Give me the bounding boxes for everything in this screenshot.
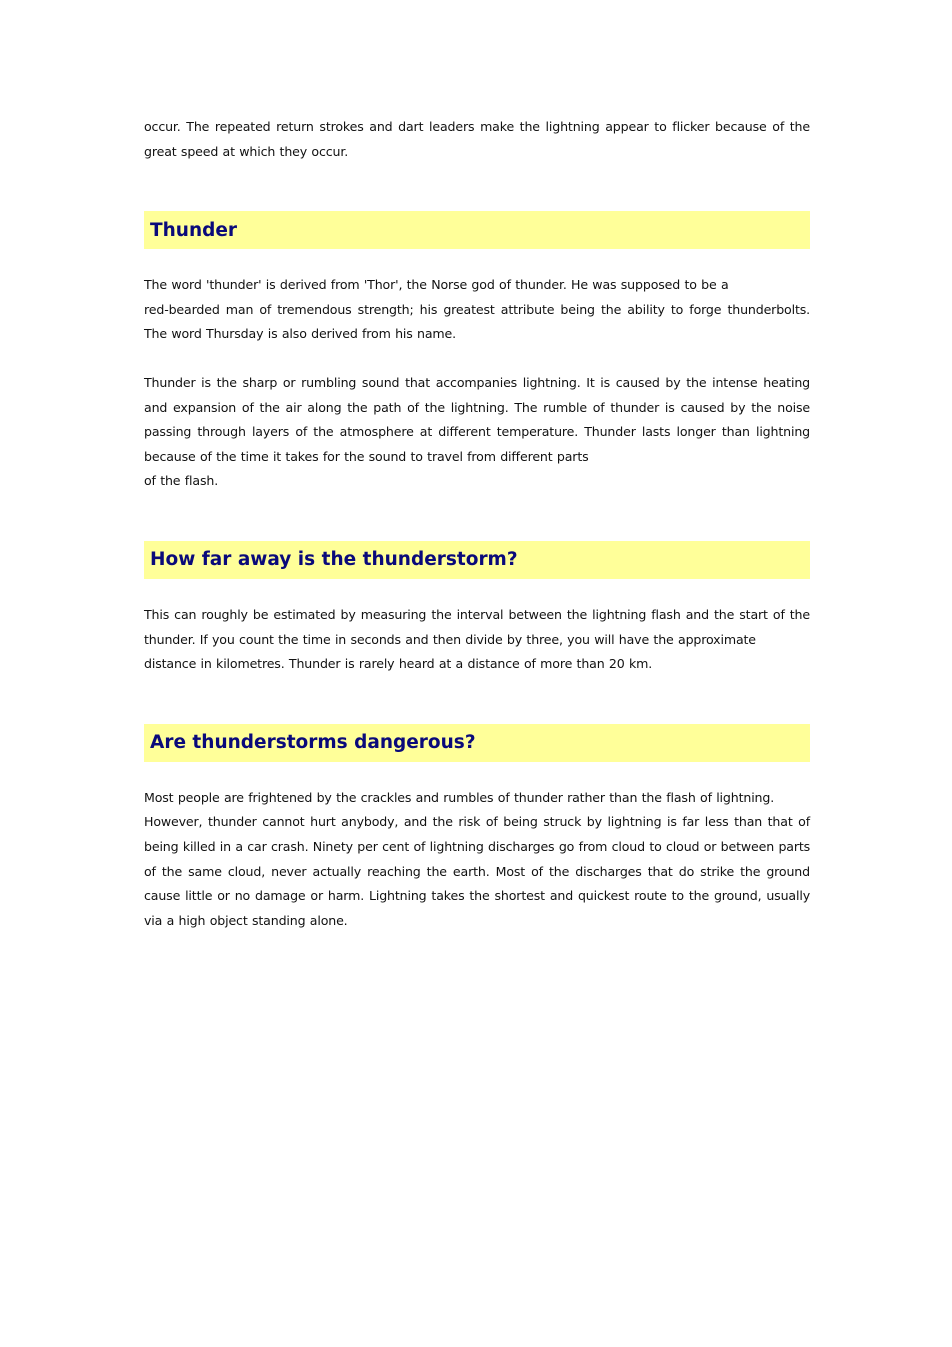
text-line: being killed in a car crash. Ninety per cent of lightning discharges go from cloud to cloud or between parts [144, 838, 811, 854]
text-line: The word 'thunder' is derived from 'Thor', the Norse god of thunder. He was supposed to be a [144, 277, 729, 293]
text-line: cause little or no damage or harm. Lightning takes the shortest and quickest route to the ground, usually [144, 888, 810, 904]
heading-text: How far away is the thunderstorm? [150, 549, 518, 571]
section-heading-distance [144, 541, 810, 579]
text-line: and expansion of the air along the path of the lightning. The rumble of thunder is caused by the noise [144, 399, 810, 415]
text-line: This can roughly be estimated by measuring the interval between the lightning flash and the start of the [144, 606, 810, 622]
text-line: of the same cloud, never actually reaching the earth. Most of the discharges that do strike the ground [144, 863, 810, 879]
section-heading-thunder [144, 211, 810, 249]
text-line: passing through layers of the atmosphere at different temperature. Thunder lasts longer than lightning [144, 424, 810, 440]
intro-paragraph [144, 115, 810, 164]
text-line: However, thunder cannot hurt anybody, and the risk of being struck by lightning is far less than that of [144, 814, 810, 830]
danger-paragraph [144, 786, 810, 934]
thunder-paragraph-2 [144, 371, 810, 494]
distance-paragraph [144, 603, 810, 677]
text-line: red-bearded man of tremendous strength; his greatest attribute being the ability to forge thunderbolts. [144, 301, 810, 317]
text-line: occur. The repeated return strokes and dart leaders make the lightning appear to flicker because of the [144, 119, 810, 134]
section-heading-danger [144, 724, 810, 762]
text-line: The word Thursday is also derived from his name. [144, 326, 456, 342]
text-line: Most people are frightened by the crackles and rumbles of thunder rather than the flash of lightning. [144, 789, 775, 805]
heading-text: Thunder [150, 219, 238, 241]
text-line: Thunder is the sharp or rumbling sound that accompanies lightning. It is caused by the intense heating [144, 374, 810, 390]
text-line: because of the time it takes for the sound to travel from different parts [144, 448, 589, 464]
text-line: great speed at which they occur. [144, 143, 349, 159]
document-page [144, 115, 810, 933]
heading-text: Are thunderstorms dangerous? [150, 732, 476, 754]
thunder-paragraph-1 [144, 273, 810, 347]
text-line: via a high object standing alone. [144, 912, 348, 928]
text-line: of the flash. [144, 473, 219, 489]
text-line: distance in kilometres. Thunder is rarely heard at a distance of more than 20 km. [144, 656, 653, 672]
text-line: thunder. If you count the time in seconds and then divide by three, you will have the approximate [144, 631, 756, 647]
